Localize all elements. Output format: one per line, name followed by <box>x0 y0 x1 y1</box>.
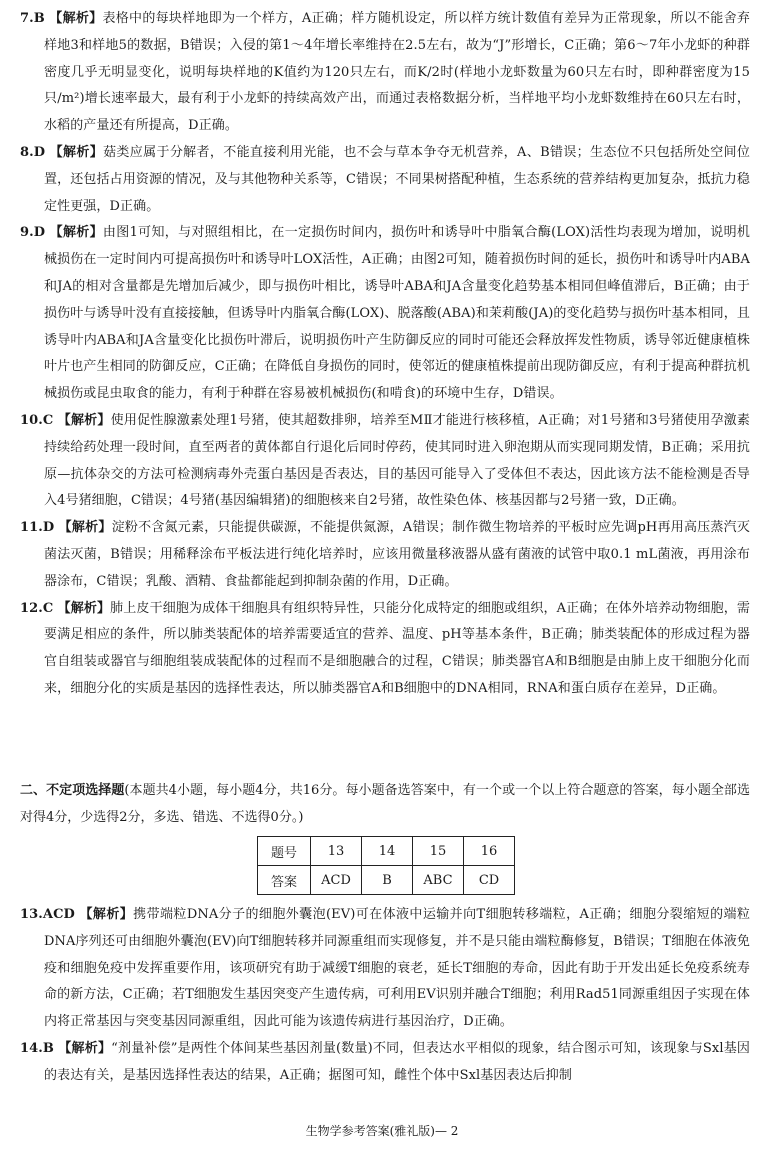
answer-item-7 <box>20 6 750 140</box>
item-text: 淀粉不含氮元素，只能提供碳源，不能提供氮源，A错误；制作微生物培养的平板时应先调pH再用高压蒸汽灭菌法灭菌，B错误；用稀释涂布平板法进行纯化培养时，应该用微量移液器从盛有菌液的试管中取0.1 mL菌液，再用涂布器涂布，C错误；乳酸、酒精、食盐都能起到抑制杂菌的作用，D正确。 <box>44 520 750 589</box>
answer-item-8 <box>20 140 750 220</box>
item-number: 12.C <box>20 600 54 616</box>
answer-item-9 <box>20 220 750 408</box>
analysis-tag: 【解析】 <box>79 907 134 922</box>
section-2-heading <box>20 778 750 832</box>
section-title: 二、不定项选择题 <box>20 783 125 798</box>
item-number: 7.B <box>20 11 45 26</box>
answer-item-10 <box>20 408 750 515</box>
analysis-tag: 【解析】 <box>57 600 111 616</box>
table-cell: 14 <box>362 837 413 866</box>
answer-item-14 <box>20 1036 750 1090</box>
table-cell: ABC <box>413 866 464 895</box>
table-header-cell: 答案 <box>258 866 311 895</box>
analysis-tag: 【解析】 <box>49 11 103 26</box>
answer-table <box>257 836 515 895</box>
table-header-cell: 题号 <box>258 837 311 866</box>
section-instructions: (本题共4小题，每小题4分，共16分。每小题备选答案中，有一个或一个以上符合题意的答案，每小题全部选对得4分，少选得2分，多选、错选、不选得0分。) <box>20 783 750 825</box>
analysis-tag: 【解析】 <box>58 1040 112 1056</box>
page-footer: 生物学参考答案(雅礼版)— 2 <box>305 1124 459 1138</box>
item-number: 8.D <box>20 144 46 160</box>
table-cell: ACD <box>311 866 362 895</box>
table-cell: 16 <box>464 837 515 866</box>
item-number: 13.ACD <box>20 907 75 922</box>
item-text: 肺上皮干细胞为成体干细胞具有组织特异性，只能分化成特定的细胞或组织，A正确；在体外培养动物细胞，需要满足相应的条件，所以肺类装配体的培养需要适宜的营养、温度、pH等基本条件，B正确；肺类装配体的形成过程为器官自组装或器官与细胞组装成装配体的过程而不是细胞融合的过程，C错误；肺类器官A和B细胞是由肺上皮干细胞分化而来，细胞分化的实质是基因的选择性表达，所以肺类器官A和B细胞中的DNA相同，RNA和蛋白质存在差异，D正确。 <box>44 600 750 696</box>
table-cell: B <box>362 866 413 895</box>
table-cell: 15 <box>413 837 464 866</box>
item-number: 14.B <box>20 1040 55 1056</box>
item-number: 9.D <box>20 225 46 241</box>
analysis-tag: 【解析】 <box>57 412 111 428</box>
analysis-tag: 【解析】 <box>49 144 104 160</box>
item-text: 携带端粒DNA分子的细胞外囊泡(EV)可在体液中运输并向T细胞转移端粒，A正确；细胞分裂缩短的端粒DNA序列还可由细胞外囊泡(EV)向T细胞转移并同源重组而实现修复，并不是只能由端粒酶修复，B错误；T细胞在体液免疫和细胞免疫中发挥重要作用，该项研究有助于减缓T细胞的衰老，延长T细胞的寿命，因此有助于开发出延长免疫系统寿命的新方法，C正确；若T细胞发生基因突变产生遗传病，可利用EV识别并融合T细胞；利用Rad51同源重组因子实现在体内将正常基因与突变基因同源重组，因此可能为该遗传病进行基因治疗，D正确。 <box>44 907 751 1030</box>
answer-item-12 <box>20 596 750 703</box>
item-text: 菇类应属于分解者，不能直接利用光能，也不会与草本争夺无机营养，A、B错误；生态位不只包括所处空间位置，还包括占用资源的情况，及与其他物种关系等，C错误；不同果树搭配种植，生态系统的营养结构更加复杂，抵抗力稳定性更强，D正确。 <box>44 144 751 214</box>
analysis-tag: 【解析】 <box>49 225 103 241</box>
item-text: 表格中的每块样地即为一个样方，A正确；样方随机设定，所以样方统计数值有差异为正常现象，所以不能舍弃样地3和样地5的数据，B错误；入侵的第1～4年增长率维持在2.5左右，故为“J”形增长，C正确；第6～7年小龙虾的种群密度几乎无明显变化，说明每块样地的K值约为120只左右，而K/2时(样地小龙虾数量为60只左右时，即种群密度为15只/m²)增长速率最大，最有利于小龙虾的持续高效产出，而通过表格数据分析，当样地平均小龙虾数维持在60只左右时，水稻的产量还有所提高，D正确。 <box>44 11 750 134</box>
item-number: 10.C <box>20 412 54 428</box>
item-number: 11.D <box>20 520 55 536</box>
answer-list-1 <box>20 6 750 703</box>
answer-list-2 <box>20 902 750 1090</box>
analysis-tag: 【解析】 <box>58 520 112 536</box>
item-text: “剂量补偿”是两性个体间某些基因剂量(数量)不同，但表达水平相似的现象，结合图示可知，该现象与Sxl基因的表达有关，是基因选择性表达的结果，A正确；据图可知，雌性个体中Sxl基因表达后抑制 <box>44 1040 751 1083</box>
answer-item-13 <box>20 902 750 1036</box>
table-cell: CD <box>464 866 515 895</box>
item-text: 由图1可知，与对照组相比，在一定损伤时间内，损伤叶和诱导叶中脂氧合酶(LOX)活性均表现为增加，说明机械损伤在一定时间内可提高损伤叶和诱导叶LOX活性，A正确；由图2可知，随着损伤时间的延长，损伤叶和诱导叶内ABA和JA的相对含量都是先增加后减少，即与损伤叶相比，诱导叶ABA和JA含量变化趋势基本相同但峰值滞后，B正确；由于损伤叶与诱导叶没有直接接触，但诱导叶内脂氧合酶(LOX)、脱落酸(ABA)和茉莉酸(JA)的变化趋势与损伤叶基本相同，且诱导叶内ABA和JA含量变化比损伤叶滞后，说明损伤叶产生防御反应的同时可能还会释放挥发性物质，诱导邻近健康植株叶片也产生相同的防御反应，C正确；在降低自身损伤的同时，使邻近的健康植株提前出现防御反应，有利于提高种群抗机械损伤或昆虫取食的能力，有利于种群在容易被机械损伤(和啃食)的环境中生存，D错误。 <box>44 225 750 402</box>
table-cell: 13 <box>311 837 362 866</box>
table-row <box>258 866 515 895</box>
table-row <box>258 837 515 866</box>
answer-item-11 <box>20 515 750 595</box>
item-text: 使用促性腺激素处理1号猪，使其超数排卵，培养至MⅡ才能进行核移植，A正确；对1号猪和3号猪使用孕激素持续给药处理一段时间，直至两者的黄体都自行退化后同时停药，使其同时进入卵泡期从而实现同期发情，B正确；采用抗原—抗体杂交的方法可检测病毒外壳蛋白基因是否表达，目的基因可能导入了受体但不表达，因此该方法不能检测是否导入4号猪细胞，C错误；4号猪(基因编辑猪)的细胞核来自2号猪，故性染色体、核基因都与2号猪一致，D正确。 <box>44 412 751 509</box>
